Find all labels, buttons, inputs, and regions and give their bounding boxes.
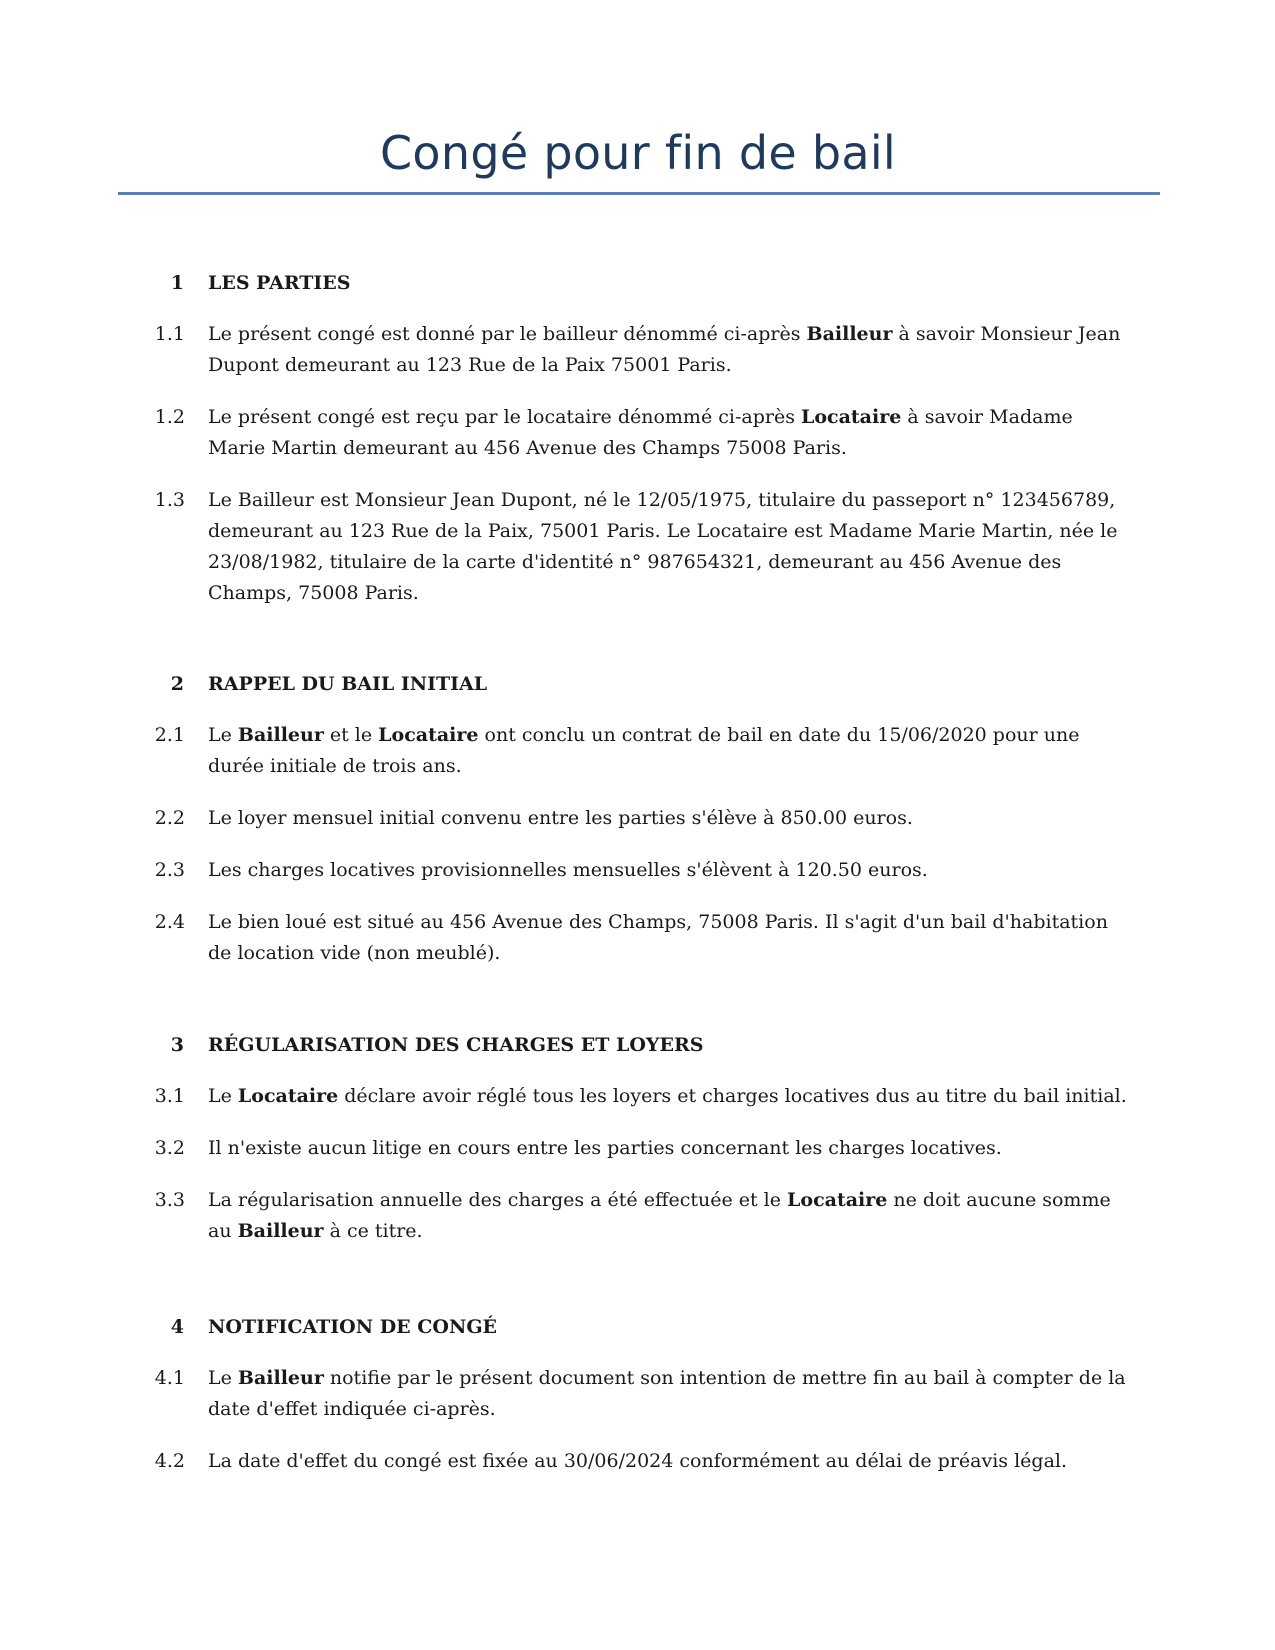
- clause-text: [208, 1081, 1138, 1112]
- defined-term: Locataire: [237, 1085, 339, 1107]
- clause-text-run: durée initiale de trois ans.: [208, 755, 462, 777]
- clause-item: [0, 803, 1275, 834]
- section-title: RÉGULARISATION DES CHARGES ET LOYERS: [208, 1034, 704, 1056]
- clause-number: 1.2: [154, 406, 185, 428]
- clause-text-run: notifie par le présent document son intention de mettre fin au bail à compter de la: [323, 1367, 1126, 1389]
- clause-text-run: date d'effet indiquée ci-après.: [208, 1398, 496, 1420]
- clause-text-run: demeurant au 123 Rue de la Paix, 75001 Paris. Le Locataire est Madame Marie Martin, née le: [208, 520, 1118, 542]
- clause-number: 4.1: [154, 1367, 185, 1389]
- clause-text: [208, 319, 1138, 381]
- section-heading: [0, 669, 1275, 699]
- clause-number: 2.4: [154, 911, 185, 933]
- defined-term: Bailleur: [237, 724, 324, 746]
- clause-item: [0, 319, 1275, 381]
- clause-text-run: Il n'existe aucun litige en cours entre les parties concernant les charges locatives.: [208, 1137, 1002, 1159]
- clause-text-run: déclare avoir réglé tous les loyers et charges locatives dus au titre du bail initial.: [338, 1085, 1127, 1107]
- clause-number: 4.2: [154, 1450, 185, 1472]
- clause-number: 3.2: [154, 1137, 185, 1159]
- section-rappel-du-bail: [0, 669, 1275, 969]
- defined-term: Locataire: [800, 406, 902, 428]
- section-heading: [0, 1312, 1275, 1342]
- clause-item: [0, 907, 1275, 969]
- clause-number: 2.2: [154, 807, 185, 829]
- section-title: NOTIFICATION DE CONGÉ: [208, 1316, 498, 1338]
- defined-term: Bailleur: [237, 1220, 324, 1242]
- clause-text-run: Le Bailleur est Monsieur Jean Dupont, né le 12/05/1975, titulaire du passeport n° 123456789,: [208, 489, 1116, 511]
- clause-text-run: Le: [208, 724, 238, 746]
- section-number: 3: [170, 1034, 184, 1056]
- clause-item: [0, 855, 1275, 886]
- defined-term: Locataire: [378, 724, 479, 746]
- clause-number: 2.1: [154, 724, 185, 746]
- clause-text-run: Le présent congé est reçu par le locataire dénommé ci-après: [208, 406, 801, 428]
- clause-item: [0, 485, 1275, 609]
- clause-item: [0, 1363, 1275, 1425]
- clause-item: [0, 1185, 1275, 1247]
- clause-text-run: Marie Martin demeurant au 456 Avenue des Champs 75008 Paris.: [208, 437, 847, 459]
- clause-text-run: Les charges locatives provisionnelles mensuelles s'élèvent à 120.50 euros.: [208, 859, 928, 881]
- clause-text: [208, 1133, 1138, 1164]
- clause-text-run: 23/08/1982, titulaire de la carte d'identité n° 987654321, demeurant au 456 Avenue des: [208, 551, 1062, 573]
- clause-text-run: de location vide (non meublé).: [208, 942, 501, 964]
- section-notification-de-conge: [0, 1312, 1275, 1477]
- clause-text-run: à savoir Madame: [901, 406, 1073, 428]
- section-heading: [0, 268, 1275, 298]
- clause-text-run: Le loyer mensuel initial convenu entre les parties s'élève à 850.00 euros.: [208, 807, 913, 829]
- clause-text-run: Le: [208, 1085, 238, 1107]
- clause-text-run: à savoir Monsieur Jean: [892, 323, 1121, 345]
- section-number: 2: [170, 673, 184, 695]
- clause-text: [208, 907, 1138, 969]
- section-number: 4: [170, 1316, 184, 1338]
- clause-text: [208, 720, 1138, 782]
- clause-text-run: et le: [323, 724, 379, 746]
- clause-text-run: à ce titre.: [323, 1220, 423, 1242]
- clause-number: 1.1: [154, 323, 185, 345]
- clause-text-run: Champs, 75008 Paris.: [208, 582, 419, 604]
- clause-text-run: au: [208, 1220, 238, 1242]
- clause-number: 2.3: [154, 859, 185, 881]
- clause-text-run: Le présent congé est donné par le bailleur dénommé ci-après: [208, 323, 807, 345]
- defined-term: Bailleur: [237, 1367, 324, 1389]
- defined-term: Bailleur: [806, 323, 893, 345]
- clause-number: 3.3: [154, 1189, 185, 1211]
- clause-text-run: ne doit aucune somme: [887, 1189, 1111, 1211]
- clause-number: 1.3: [154, 489, 185, 511]
- document-title: Congé pour fin de bail: [380, 126, 896, 180]
- clause-text-run: Le bien loué est situé au 456 Avenue des Champs, 75008 Paris. Il s'agit d'un bail d'habitation: [208, 911, 1108, 933]
- clause-item: [0, 1446, 1275, 1477]
- clause-number: 3.1: [154, 1085, 185, 1107]
- section-regularisation: [0, 1030, 1275, 1247]
- clause-text-run: Le: [208, 1367, 238, 1389]
- section-title: LES PARTIES: [208, 272, 351, 294]
- clause-text-run: La régularisation annuelle des charges a été effectuée et le: [208, 1189, 788, 1211]
- clause-item: [0, 1133, 1275, 1164]
- section-les-parties: [0, 268, 1275, 609]
- section-heading: [0, 1030, 1275, 1060]
- clause-item: [0, 720, 1275, 782]
- clause-text: [208, 402, 1138, 464]
- title-underline: [118, 192, 1160, 195]
- clause-text: [208, 1185, 1138, 1247]
- clause-text: [208, 1446, 1138, 1477]
- clause-text-run: ont conclu un contrat de bail en date du 15/06/2020 pour une: [478, 724, 1080, 746]
- clause-text: [208, 803, 1138, 834]
- section-number: 1: [170, 272, 184, 294]
- clause-item: [0, 1081, 1275, 1112]
- clause-text: [208, 485, 1138, 609]
- clause-text-run: La date d'effet du congé est fixée au 30/06/2024 conformément au délai de préavis légal.: [208, 1450, 1068, 1472]
- section-title: RAPPEL DU BAIL INITIAL: [208, 673, 488, 695]
- clause-item: [0, 402, 1275, 464]
- defined-term: Locataire: [787, 1189, 888, 1211]
- clause-text: [208, 855, 1138, 886]
- clause-text-run: Dupont demeurant au 123 Rue de la Paix 75001 Paris.: [208, 354, 732, 376]
- clause-text: [208, 1363, 1138, 1425]
